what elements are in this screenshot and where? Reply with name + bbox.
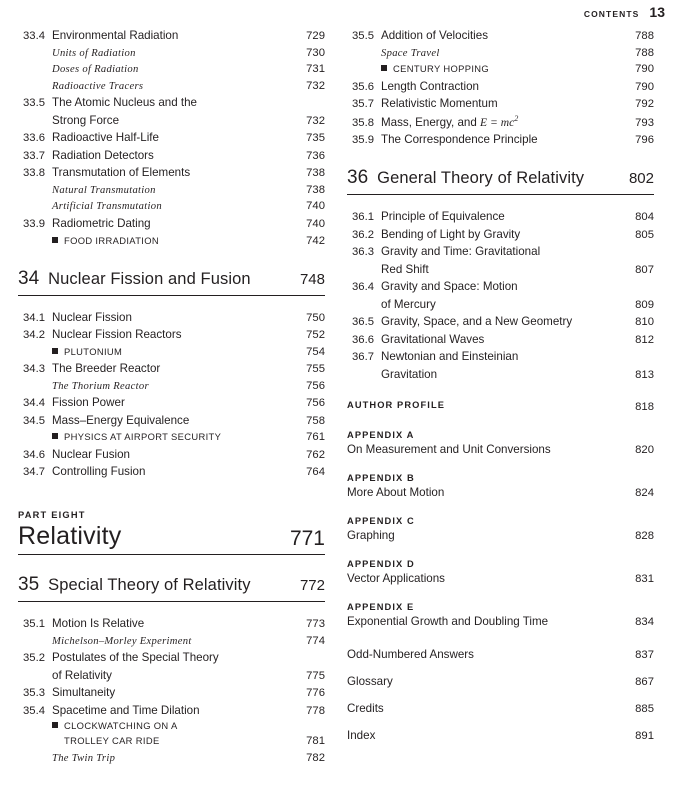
entry-title: [52, 735, 291, 748]
entry-page: 788: [635, 30, 654, 42]
toc-entry[interactable]: [18, 720, 325, 733]
entry-title: Gravity and Time: Gravitational: [381, 245, 541, 259]
entry-title: Nuclear Fission Reactors: [52, 328, 182, 342]
appendix-page: 820: [635, 443, 654, 456]
entry-page: 793: [635, 116, 654, 129]
toc-entry[interactable]: [18, 113, 325, 129]
toc-entry[interactable]: [347, 79, 654, 95]
entry-number: 36.3: [352, 246, 374, 259]
entry-page: 812: [635, 333, 654, 346]
toc-entry[interactable]: [347, 349, 654, 365]
entry-page: 740: [306, 200, 325, 213]
chapter-title: Special Theory of Relativity: [48, 576, 251, 595]
toc-entry[interactable]: [18, 28, 325, 44]
entry-title: of Mercury: [381, 297, 436, 311]
entry-page: 740: [306, 217, 325, 230]
toc-entry[interactable]: [18, 616, 325, 632]
toc-entry[interactable]: [18, 413, 325, 429]
toc-entry[interactable]: [18, 634, 325, 649]
toc-entry[interactable]: [18, 430, 325, 445]
chapter-33-entries: [18, 28, 325, 249]
entry-number: 35.7: [352, 98, 374, 111]
backmatter-entry[interactable]: [347, 729, 654, 742]
entry-title: [381, 63, 620, 76]
entry-title: Gravitation: [381, 367, 438, 381]
toc-entry[interactable]: [18, 216, 325, 232]
entry-title: Relativistic Momentum: [381, 97, 498, 111]
toc-entry[interactable]: [18, 668, 325, 684]
entry-page: 761: [306, 431, 325, 444]
entry-title-text: PHYSICS AT AIRPORT SECURITY: [64, 431, 222, 443]
bullet-square-icon: [52, 348, 58, 354]
entry-number: 35.8: [352, 116, 374, 129]
entry-title: Nuclear Fission: [52, 310, 132, 324]
author-profile-entry[interactable]: [347, 400, 654, 413]
entry-title: of Relativity: [52, 668, 112, 682]
entry-page: 729: [306, 30, 325, 42]
entry-page: 813: [635, 368, 654, 381]
backmatter-title: Odd-Numbered Answers: [347, 647, 474, 661]
entry-page: 755: [306, 363, 325, 376]
toc-entry[interactable]: [347, 209, 654, 225]
toc-entry[interactable]: [18, 685, 325, 701]
entry-number: 33.4: [23, 30, 45, 42]
entry-title: The Thorium Reactor: [52, 380, 149, 392]
page-header: [584, 4, 665, 20]
entry-page: 762: [306, 448, 325, 461]
entry-title: Motion Is Relative: [52, 617, 145, 631]
entry-page: 796: [635, 134, 654, 147]
entry-title: Gravity, Space, and a New Geometry: [381, 315, 573, 329]
toc-entry[interactable]: [18, 62, 325, 77]
entry-number: 35.5: [352, 30, 374, 42]
entry-number: 36.5: [352, 316, 374, 329]
entry-title: Gravitational Waves: [381, 332, 485, 346]
entry-title: Radiation Detectors: [52, 148, 154, 162]
chapter-36-heading[interactable]: [347, 167, 654, 195]
entry-title: Length Contraction: [381, 79, 479, 93]
entry-number: 35.3: [23, 687, 45, 700]
entry-title: The Correspondence Principle: [381, 133, 538, 147]
appendix-entry[interactable]: [347, 430, 654, 456]
entry-title-text: CENTURY HOPPING: [393, 63, 490, 75]
chapter-number: 35: [18, 574, 40, 596]
toc-entry[interactable]: [18, 345, 325, 360]
entry-title: Strong Force: [52, 113, 120, 127]
toc-entry[interactable]: [18, 751, 325, 766]
entry-title: Fission Power: [52, 396, 125, 410]
toc-entry[interactable]: [18, 703, 325, 719]
toc-entry[interactable]: [347, 114, 654, 131]
appendix-page: 828: [635, 529, 654, 542]
toc-entry[interactable]: [18, 734, 325, 749]
entry-title: Newtonian and Einsteinian: [381, 350, 519, 364]
entry-title: Postulates of the Special Theory: [52, 651, 219, 665]
entry-page: 756: [306, 397, 325, 410]
entry-title: [52, 720, 291, 733]
entry-title: Natural Transmutation: [52, 184, 156, 196]
appendix-label: APPENDIX C: [347, 515, 415, 526]
chapter-35-entries-right: [347, 28, 654, 148]
entry-page: 778: [306, 704, 325, 717]
backmatter-title: Credits: [347, 701, 384, 715]
appendix-label: APPENDIX D: [347, 558, 415, 569]
appendix-title: More About Motion: [347, 485, 445, 499]
toc-entry[interactable]: [347, 62, 654, 77]
backmatter-page: 885: [635, 702, 654, 715]
toc-entry[interactable]: [18, 46, 325, 61]
part-eight-heading[interactable]: [18, 510, 325, 555]
entry-title-text: TROLLEY CAR RIDE: [64, 735, 160, 747]
toc-entry[interactable]: [18, 95, 325, 111]
part-label: PART EIGHT: [18, 510, 86, 521]
toc-entry[interactable]: [347, 227, 654, 243]
right-column: [347, 28, 654, 767]
appendix-title: Vector Applications: [347, 571, 445, 585]
toc-entry[interactable]: [347, 314, 654, 330]
backmatter-entry[interactable]: [347, 702, 654, 715]
toc-entry[interactable]: [347, 46, 654, 61]
entry-page: 732: [306, 79, 325, 92]
entry-number: 35.2: [23, 652, 45, 665]
appendix-label: APPENDIX B: [347, 472, 415, 483]
entry-page: 738: [306, 167, 325, 180]
toc-entry[interactable]: [347, 132, 654, 148]
bullet-square-icon: [52, 722, 58, 728]
entry-number: 34.1: [23, 311, 45, 324]
chapter-number: 34: [18, 267, 40, 289]
entry-page: 776: [306, 687, 325, 700]
entry-page: 805: [635, 228, 654, 241]
entry-page: 736: [306, 149, 325, 162]
backmatter-page: 891: [635, 729, 654, 742]
appendix-label: APPENDIX E: [347, 601, 415, 612]
entry-page: 788: [635, 46, 654, 59]
entry-title: The Twin Trip: [52, 752, 116, 764]
chapter-title: General Theory of Relativity: [377, 169, 585, 188]
backmatter-list: [347, 648, 654, 742]
entry-title: Artificial Transmutation: [52, 201, 162, 213]
entry-number: 35.6: [352, 80, 374, 93]
part-title: Relativity: [18, 522, 122, 551]
entry-title: Red Shift: [381, 262, 429, 276]
chapter-page: 772: [299, 577, 325, 595]
entry-number: 35.9: [352, 134, 374, 147]
entry-title-text: FOOD IRRADIATION: [64, 234, 160, 246]
entry-title: Transmutation of Elements: [52, 166, 191, 180]
appendix-entry[interactable]: [347, 516, 654, 542]
toc-entry[interactable]: [18, 361, 325, 377]
toc-entry[interactable]: [18, 130, 325, 146]
toc-entry[interactable]: [18, 379, 325, 394]
backmatter-entry[interactable]: [347, 648, 654, 661]
toc-entry[interactable]: [347, 262, 654, 278]
toc-entry[interactable]: [18, 327, 325, 343]
entry-title: Doses of Radiation: [52, 64, 139, 76]
toc-entry[interactable]: [18, 650, 325, 666]
entry-title-text: CLOCKWATCHING ON A: [64, 720, 178, 732]
entry-page: 790: [635, 63, 654, 76]
toc-entry[interactable]: [18, 183, 325, 198]
entry-title: Nuclear Fusion: [52, 447, 130, 461]
entry-number: 34.6: [23, 448, 45, 461]
entry-title: Michelson–Morley Experiment: [52, 635, 192, 647]
entry-title: [52, 431, 291, 444]
toc-entry[interactable]: [18, 464, 325, 480]
entry-number: 34.3: [23, 363, 45, 376]
bullet-square-icon: [52, 237, 58, 243]
toc-columns: [18, 28, 665, 767]
chapter-34-entries: [18, 302, 325, 481]
entry-title: Space Travel: [381, 47, 440, 59]
entry-number: 36.2: [352, 228, 374, 241]
chapter-page: 748: [299, 270, 325, 288]
entry-title: Simultaneity: [52, 686, 116, 700]
entry-number: 36.1: [352, 211, 374, 224]
author-profile-label: AUTHOR PROFILE: [347, 399, 446, 410]
entry-number: 33.9: [23, 217, 45, 230]
entry-page: 807: [635, 263, 654, 276]
entry-page: 742: [306, 234, 325, 247]
appendix-page: 824: [635, 486, 654, 499]
entry-page: 752: [306, 329, 325, 342]
appendix-label: APPENDIX A: [347, 429, 415, 440]
entry-title: Spacetime and Time Dilation: [52, 703, 200, 717]
entry-number: 34.2: [23, 329, 45, 342]
entry-page: 792: [635, 98, 654, 111]
entry-page: 735: [306, 132, 325, 145]
backmatter-title: Glossary: [347, 674, 393, 688]
backmatter-entry[interactable]: [347, 675, 654, 688]
appendix-title: Graphing: [347, 528, 395, 542]
entry-page: 754: [306, 345, 325, 358]
entry-number: 34.7: [23, 466, 45, 479]
entry-number: 33.6: [23, 132, 45, 145]
toc-entry[interactable]: [18, 199, 325, 214]
entry-page: 764: [306, 466, 325, 479]
toc-entry[interactable]: [347, 332, 654, 348]
entry-title-text: Mass, Energy, and $E = mc^2$: [381, 113, 519, 129]
chapter-35-entries-left: [18, 608, 325, 766]
appendix-title: Exponential Growth and Doubling Time: [347, 614, 549, 628]
appendix-page: 831: [635, 572, 654, 585]
entry-page: 750: [306, 311, 325, 324]
entry-title: The Atomic Nucleus and the: [52, 96, 198, 110]
chapter-title: Nuclear Fission and Fusion: [48, 269, 251, 288]
backmatter-page: 867: [635, 675, 654, 688]
entry-page: 782: [306, 751, 325, 764]
toc-entry[interactable]: [347, 244, 654, 260]
chapter-35-heading[interactable]: [18, 574, 325, 602]
appendix-entry[interactable]: [347, 602, 654, 628]
chapter-36-entries: [347, 201, 654, 383]
chapter-34-heading[interactable]: [18, 268, 325, 296]
entry-number: 36.4: [352, 281, 374, 294]
entry-title: Controlling Fusion: [52, 465, 146, 479]
entry-number: 34.5: [23, 414, 45, 427]
entry-title: Addition of Velocities: [381, 29, 488, 42]
entry-page: 804: [635, 211, 654, 224]
entry-page: 738: [306, 183, 325, 196]
toc-entry[interactable]: [18, 79, 325, 94]
entry-page: 775: [306, 669, 325, 682]
entry-number: 33.7: [23, 149, 45, 162]
part-page: 771: [289, 527, 325, 551]
entry-number: 34.4: [23, 397, 45, 410]
entry-page: 731: [306, 63, 325, 76]
entry-page: 790: [635, 80, 654, 93]
backmatter-title: Index: [347, 728, 376, 742]
toc-entry[interactable]: [18, 165, 325, 181]
toc-entry[interactable]: [347, 28, 654, 44]
entry-title: [52, 235, 291, 248]
entry-title: [381, 114, 620, 130]
appendix-page: 834: [635, 615, 654, 628]
bullet-square-icon: [381, 65, 387, 71]
entry-number: 33.5: [23, 97, 45, 110]
appendix-list: [347, 430, 654, 628]
entry-title-text: PLUTONIUM: [64, 345, 123, 357]
toc-entry[interactable]: [18, 310, 325, 326]
entry-page: 774: [306, 634, 325, 647]
toc-entry[interactable]: [18, 148, 325, 164]
entry-title: Gravity and Space: Motion: [381, 280, 518, 294]
entry-page: 758: [306, 414, 325, 427]
appendix-title: On Measurement and Unit Conversions: [347, 442, 551, 456]
entry-title: Radiometric Dating: [52, 216, 151, 230]
entry-page: 732: [306, 114, 325, 127]
entry-number: 35.4: [23, 704, 45, 717]
entry-title: The Breeder Reactor: [52, 362, 161, 376]
entry-title: [52, 346, 291, 359]
entry-title: Radioactive Half-Life: [52, 131, 159, 145]
entry-page: 781: [306, 735, 325, 748]
entry-page: 810: [635, 316, 654, 329]
entry-number: 36.7: [352, 351, 374, 364]
author-profile-page: 818: [635, 400, 654, 413]
backmatter-page: 837: [635, 648, 654, 661]
entry-number: 35.1: [23, 618, 45, 631]
toc-entry[interactable]: [347, 279, 654, 295]
entry-page: 773: [306, 618, 325, 631]
toc-entry[interactable]: [18, 234, 325, 249]
entry-title: Radioactive Tracers: [52, 80, 144, 92]
appendix-entry[interactable]: [347, 559, 654, 585]
chapter-number: 36: [347, 167, 369, 189]
entry-page: 809: [635, 298, 654, 311]
toc-entry[interactable]: [347, 96, 654, 112]
entry-title: Units of Radiation: [52, 47, 136, 59]
toc-entry[interactable]: [347, 367, 654, 383]
appendix-entry[interactable]: [347, 473, 654, 499]
entry-title: Principle of Equivalence: [381, 210, 505, 224]
chapter-page: 802: [628, 170, 654, 188]
entry-page: 730: [306, 46, 325, 59]
entry-page: 756: [306, 379, 325, 392]
entry-number: 36.6: [352, 333, 374, 346]
entry-number: 33.8: [23, 167, 45, 180]
bullet-square-icon: [52, 433, 58, 439]
contents-label: CONTENTS: [583, 9, 640, 19]
toc-entry[interactable]: [18, 447, 325, 463]
left-column: [18, 28, 325, 767]
toc-entry[interactable]: [18, 395, 325, 411]
page-number: 13: [649, 4, 665, 20]
toc-entry[interactable]: [347, 297, 654, 313]
entry-title: Bending of Light by Gravity: [381, 227, 521, 241]
entry-title: Environmental Radiation: [52, 29, 179, 42]
entry-title: Mass–Energy Equivalence: [52, 413, 190, 427]
